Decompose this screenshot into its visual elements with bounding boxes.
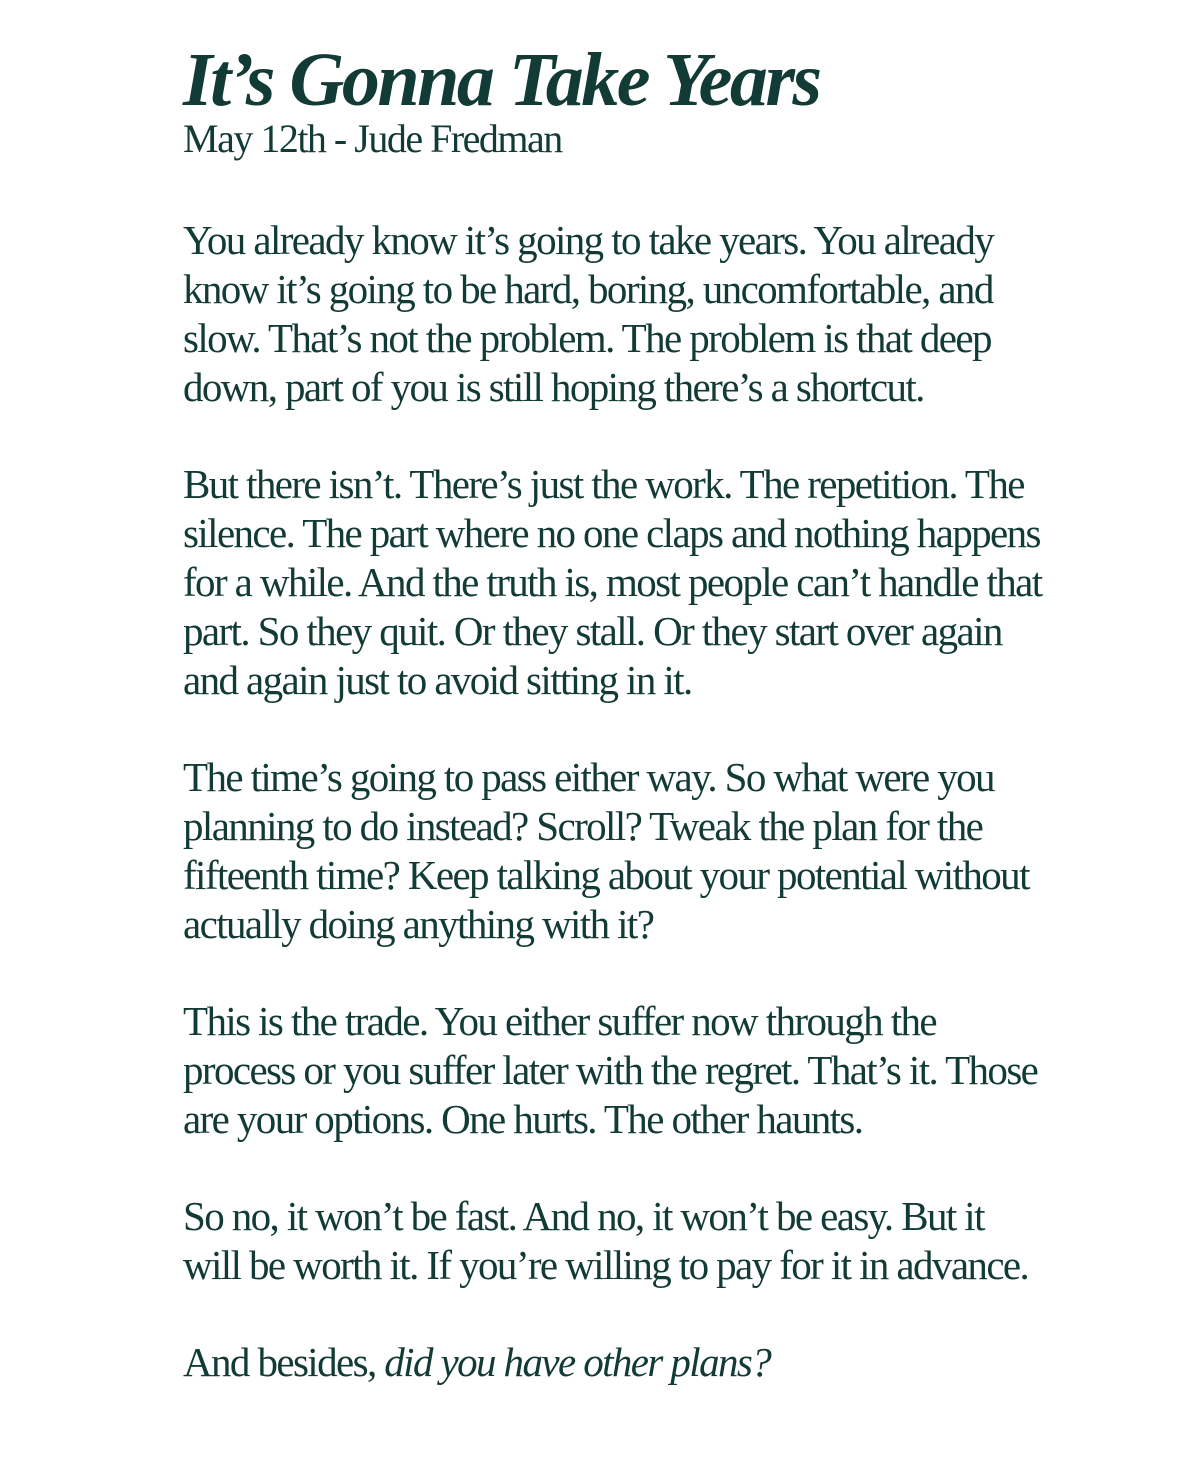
paragraph-5 [183,1192,1143,1290]
closing-line [183,1338,1143,1387]
text-line: will be worth it. If you’re willing to pay for it in advance. [183,1242,1029,1288]
text-line: But there isn’t. There’s just the work. The repetition. The [183,461,1024,507]
text-line: actually doing anything with it? [183,901,654,947]
article-title: It’s Gonna Take Years [183,38,820,122]
text-line: down, part of you is still hoping there’s a shortcut. [183,364,924,410]
closing-lead: And besides, [183,1339,385,1385]
text-line: fifteenth time? Keep talking about your potential without [183,852,1029,898]
article-body [183,216,1143,1387]
text-line: So no, it won’t be fast. And no, it won’t be easy. But it [183,1193,984,1239]
text-line: The time’s going to pass either way. So what were you [183,754,994,800]
article-byline: May 12th - Jude Fredman [183,116,562,161]
text-line: are your options. One hurts. The other haunts. [183,1096,863,1142]
text-line: slow. That’s not the problem. The problem is that deep [183,315,991,361]
text-line: silence. The part where no one claps and nothing happens [183,510,1040,556]
text-line: planning to do instead? Scroll? Tweak the plan for the [183,803,983,849]
paragraph-4 [183,997,1143,1144]
paragraph-2 [183,460,1143,705]
article [183,38,1143,1435]
text-line: You already know it’s going to take years. You already [183,217,994,263]
text-line: part. So they quit. Or they stall. Or they start over again [183,608,1002,654]
text-line: and again just to avoid sitting in it. [183,657,692,703]
text-line: This is the trade. You either suffer now through the [183,998,936,1044]
paragraph-1 [183,216,1143,412]
closing-emphasis: did you have other plans? [384,1339,771,1385]
paragraph-3 [183,753,1143,949]
text-line: for a while. And the truth is, most people can’t handle that [183,559,1042,605]
closing-paragraph [183,1338,1143,1387]
text-line: process or you suffer later with the regret. That’s it. Those [183,1047,1038,1093]
text-line: know it’s going to be hard, boring, uncomfortable, and [183,266,993,312]
